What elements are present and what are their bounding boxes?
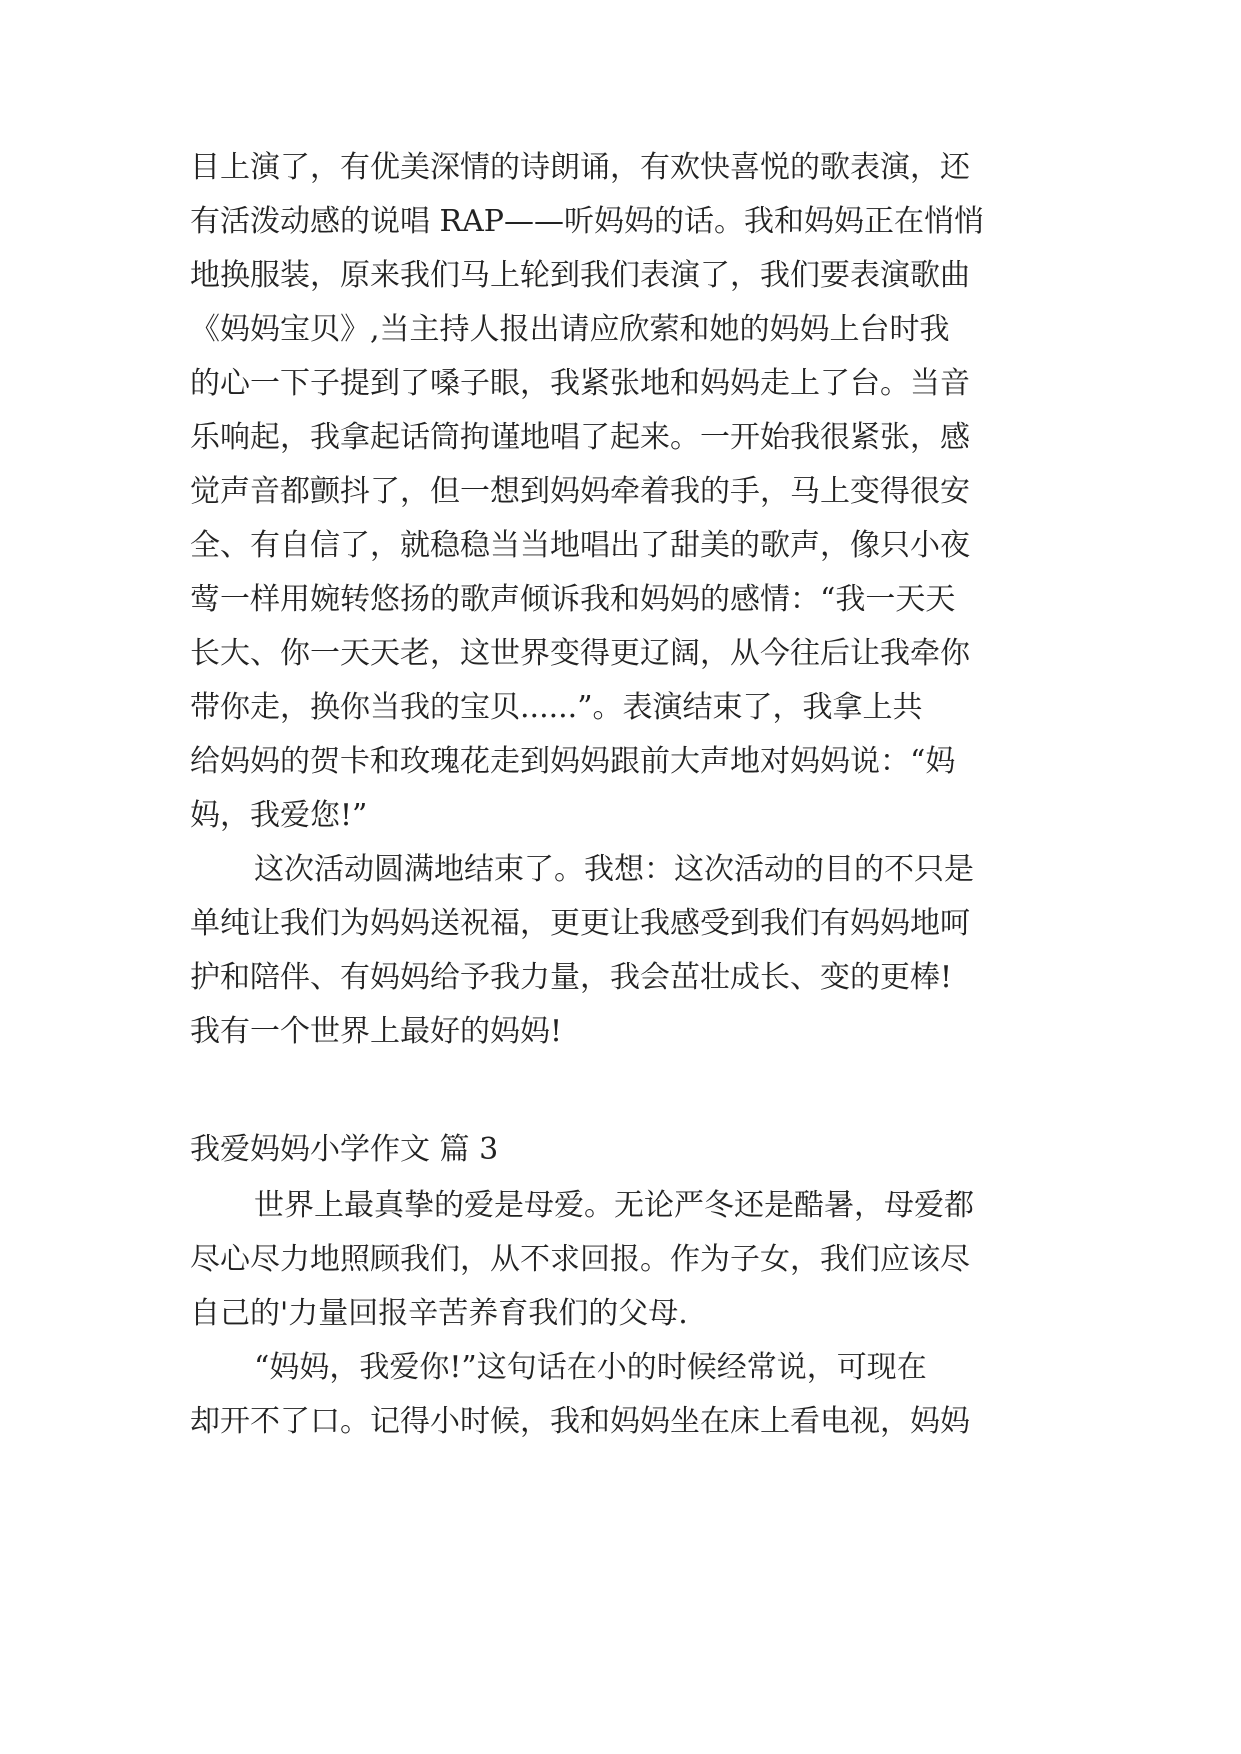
text-line: 地换服装，原来我们马上轮到我们表演了，我们要表演歌曲	[190, 258, 970, 293]
text-line: 全、有自信了，就稳稳当当地唱出了甜美的歌声，像只小夜	[190, 528, 970, 563]
text-line: 妈，我爱您!”	[190, 798, 368, 833]
text-line: 却开不了口。记得小时候，我和妈妈坐在床上看电视，妈妈	[190, 1404, 970, 1439]
paragraph-first-line: 世界上最真挚的爱是母爱。无论严冬还是酷暑，母爱都	[254, 1188, 974, 1223]
text-line: 莺一样用婉转悠扬的歌声倾诉我和妈妈的感情：“我一天天	[190, 582, 956, 617]
paragraph-first-line: “妈妈，我爱你!”这句话在小的时候经常说，可现在	[254, 1350, 927, 1385]
text-line: 目上演了，有优美深情的诗朗诵，有欢快喜悦的歌表演，还	[190, 150, 970, 185]
paragraph-first-line: 这次活动圆满地结束了。我想：这次活动的目的不只是	[254, 852, 974, 887]
text-line: 自己的'力量回报辛苦养育我们的父母.	[190, 1296, 688, 1331]
text-line: 给妈妈的贺卡和玫瑰花走到妈妈跟前大声地对妈妈说：“妈	[190, 744, 956, 779]
text-line: 乐响起，我拿起话筒拘谨地唱了起来。一开始我很紧张，感	[190, 420, 970, 455]
text-line: 长大、你一天天老，这世界变得更辽阔，从今往后让我牵你	[190, 636, 970, 671]
text-line: 尽心尽力地照顾我们，从不求回报。作为子女，我们应该尽	[190, 1242, 970, 1277]
text-line: 觉声音都颤抖了，但一想到妈妈牵着我的手，马上变得很安	[190, 474, 970, 509]
text-line: 我有一个世界上最好的妈妈!	[190, 1014, 563, 1049]
section-heading: 我爱妈妈小学作文 篇 3	[190, 1132, 499, 1167]
text-line: 带你走，换你当我的宝贝......”。表演结束了，我拿上共	[190, 690, 923, 725]
text-line: 《妈妈宝贝》,当主持人报出请应欣萦和她的妈妈上台时我	[190, 312, 950, 347]
text-line: 护和陪伴、有妈妈给予我力量，我会茁壮成长、变的更棒!	[190, 960, 953, 995]
text-line: 单纯让我们为妈妈送祝福，更更让我感受到我们有妈妈地呵	[190, 906, 970, 941]
text-line: 的心一下子提到了嗓子眼，我紧张地和妈妈走上了台。当音	[190, 366, 970, 401]
text-line: 有活泼动感的说唱 RAP——听妈妈的话。我和妈妈正在悄悄	[190, 204, 984, 239]
